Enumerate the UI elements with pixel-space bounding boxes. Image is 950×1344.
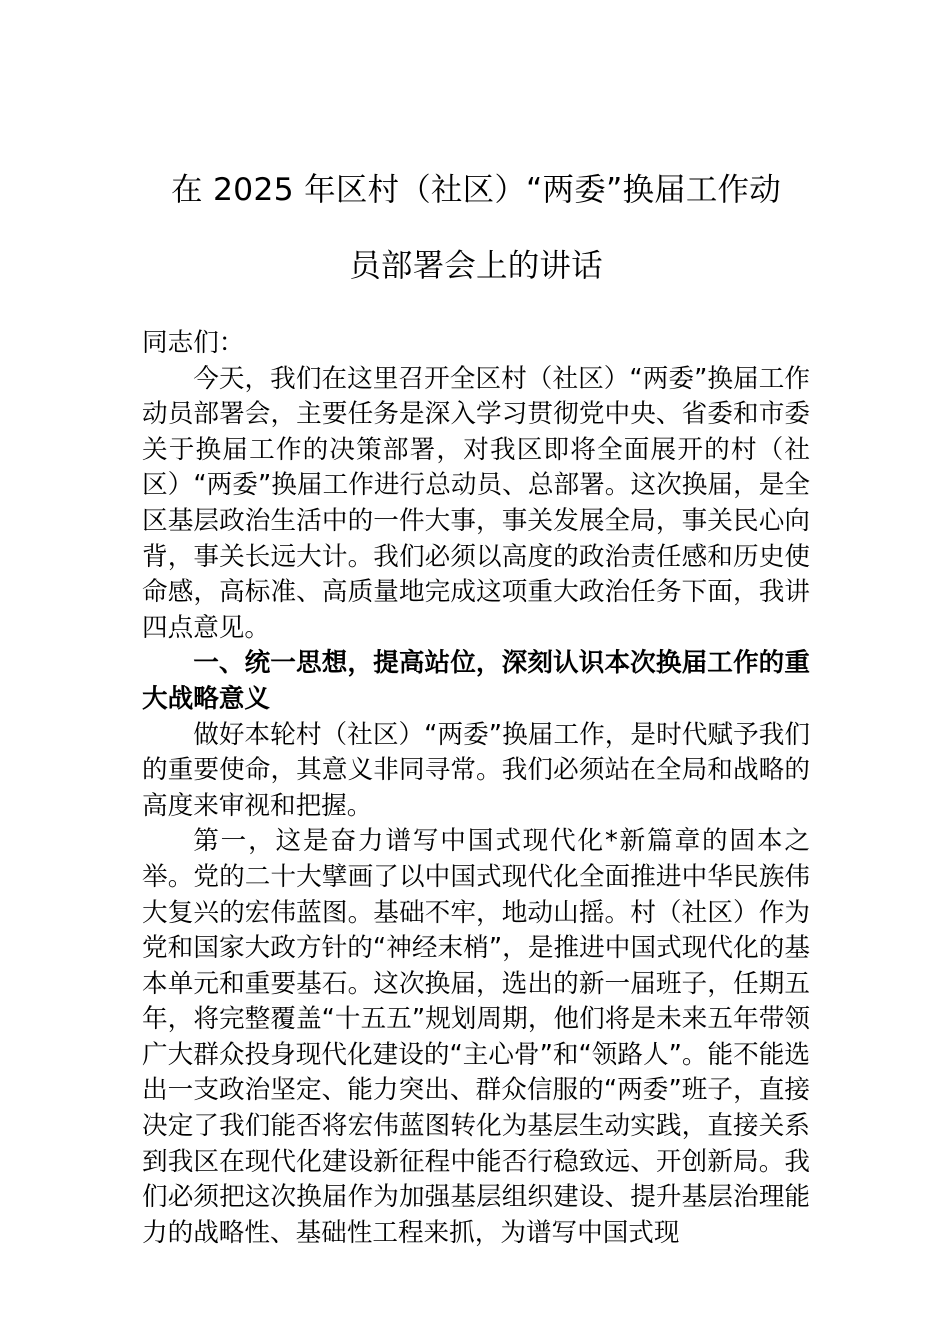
paragraph-section-1-intro: 做好本轮村（社区）“两委”换届工作，是时代赋予我们的重要使命，其意义非同寻常。我们必须站在全局和战略的高度来审视和把握。: [142, 719, 810, 821]
paragraph-opening: 今天，我们在这里召开全区村（社区）“两委”换届工作动员部署会，主要任务是深入学习贯彻党中央、省委和市委关于换届工作的决策部署，对我区即将全面展开的村（社区）“两委”换届工作进行总动员、总部署。这次换届，是全区基层政治生活中的一件大事，事关发展全局，事关民心向背，事关长远大计。我们必须以高度的政治责任感和历史使命感，高标准、高质量地完成这项重大政治任务下面，我讲四点意见。: [142, 363, 810, 643]
section-heading-1: 一、统一思想，提高站位，深刻认识本次换届工作的重大战略意义: [142, 648, 810, 714]
document-body: [142, 326, 810, 1251]
page-title: [142, 0, 810, 304]
page-title-line-1: 在 2025 年区村（社区）“两委”换届工作动: [171, 172, 781, 208]
salutation: 同志们：: [142, 328, 245, 358]
document-content: [142, 0, 810, 1251]
page-title-line-2: 员部署会上的讲话: [349, 248, 603, 284]
paragraph-point-first: 第一，这是奋力谱写中国式现代化*新篇章的固本之举。党的二十大擘画了以中国式现代化全面推进中华民族伟大复兴的宏伟蓝图。基础不牢，地动山摇。村（社区）作为党和国家大政方针的“神经末梢”，是推进中国式现代化的基本单元和重要基石。这次换届，选出的新一届班子，任期五年，将完整覆盖“十五五”规划周期，他们将是未来五年带领广大群众投身现代化建设的“主心骨”和“领路人”。能不能选出一支政治坚定、能力突出、群众信服的“两委”班子，直接决定了我们能否将宏伟蓝图转化为基层生动实践，直接关系到我区在现代化建设新征程中能否行稳致远、开创新局。我们必须把这次换届作为加强基层组织建设、提升基层治理能力的战略性、基础性工程来抓，为谱写中国式现: [142, 826, 810, 1248]
